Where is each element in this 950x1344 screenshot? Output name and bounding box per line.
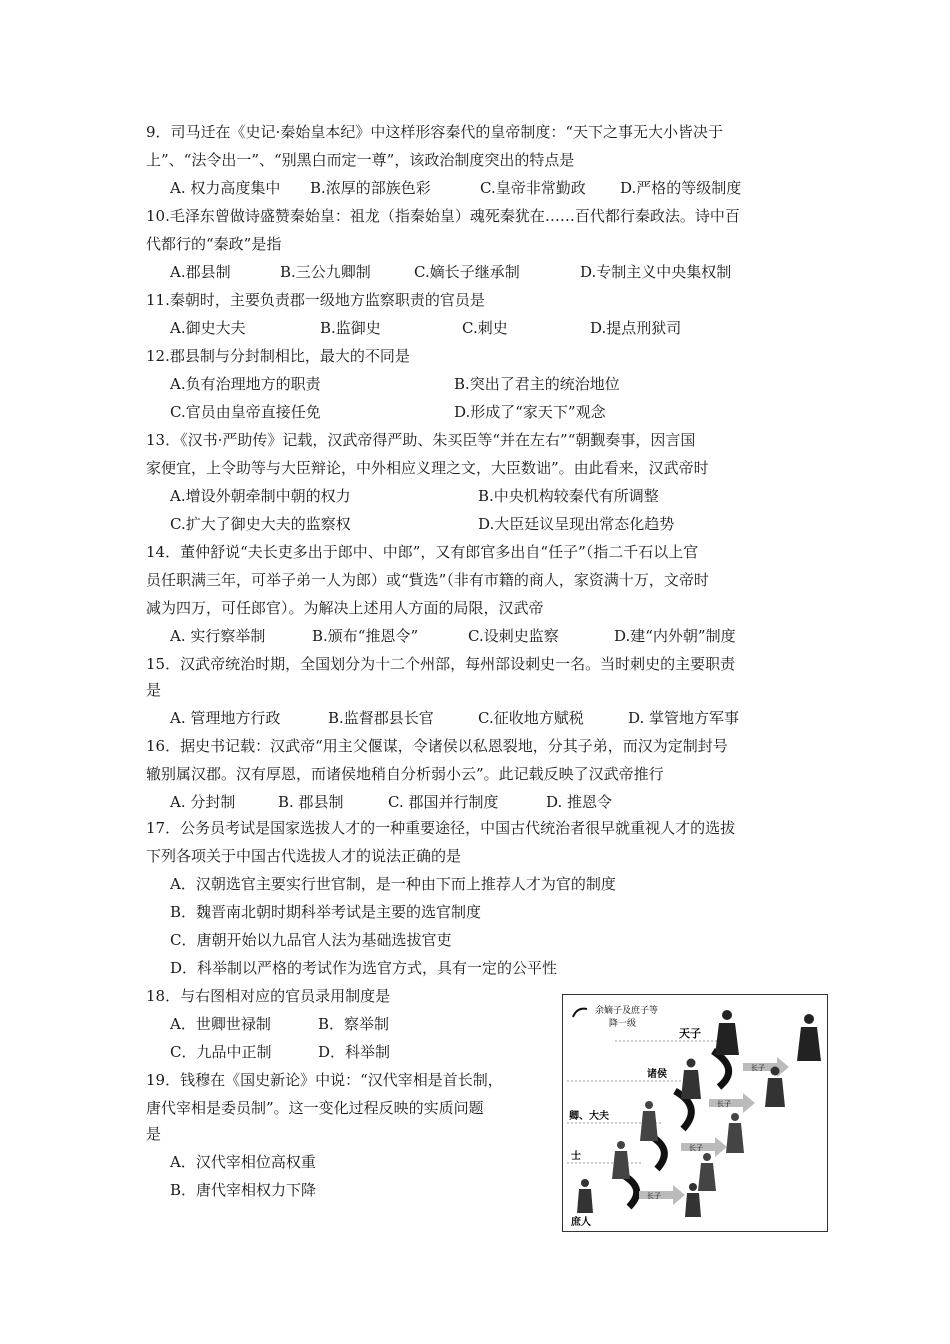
rank-label-shi: 士: [571, 1151, 581, 1162]
q9-stem-line-1: 9．司马迁在《史记·秦始皇本纪》中这样形容秦代的皇帝制度：“天下之事无大小皆决于: [146, 123, 723, 141]
q10-option-a: A.郡县制: [170, 263, 231, 281]
q14-option-d: D.建“内外朝”制度: [614, 627, 736, 645]
q13-stem-line-2: 家便宜，上令助等与大臣辩论，中外相应义理之文，大臣数诎”。由此看来，汉武帝时: [146, 459, 709, 477]
descend-arrow-icon: [623, 1175, 637, 1207]
q16-stem-line-2: 辙别属汉郡。汉有厚恩，而诸侯地稍自分析弱小云”。此记载反映了汉武帝推行: [146, 765, 664, 783]
q13-option-b: B.中央机构较秦代有所调整: [478, 487, 659, 505]
heir-label: 长子: [717, 1100, 731, 1108]
q14-stem-line-3: 减为四万，可任郎官）。为解决上述用人方面的局限，汉武帝: [146, 599, 544, 617]
q13-option-c: C.扩大了御史大夫的监察权: [170, 515, 351, 533]
heir-arrow-icon: [639, 1185, 685, 1205]
heir-arrow-icon: [681, 1137, 727, 1157]
q10-stem-line-1: 10.毛泽东曾做诗盛赞秦始皇：祖龙（指秦始皇）魂死秦犹在……百代都行秦政法。诗中百: [146, 207, 740, 225]
q15-option-b: B.监督郡县长官: [328, 709, 434, 727]
q16-option-a: A. 分封制: [170, 793, 236, 811]
q18-option-c: C．九品中正制: [170, 1043, 272, 1061]
q19-stem-line-3: 是: [146, 1125, 162, 1143]
q17-stem-line-2: 下列各项关于中国古代选拔人才的说法正确的是: [146, 847, 462, 865]
person-icon: [715, 1010, 739, 1055]
q13-stem-line-1: 13．《汉书·严助传》记载，汉武帝得严助、朱买臣等“并在左右”“朝觐奏事，因言国: [146, 431, 696, 449]
heir-arrow-icon: [709, 1093, 755, 1113]
q14-option-a: A. 实行察举制: [170, 627, 266, 645]
q19-option-b: B．唐代宰相权力下降: [170, 1181, 317, 1199]
q17-option-b: B．魏晋南北朝时期科举考试是主要的选官制度: [170, 903, 482, 921]
heir-label: 长子: [647, 1192, 661, 1200]
q15-option-d: D. 掌管地方军事: [628, 709, 740, 727]
q17-stem-line-1: 17．公务员考试是国家选拔人才的一种重要途径，中国古代统治者很早就重视人才的选拔: [146, 819, 736, 837]
legend-arrow-icon: [573, 1009, 587, 1017]
person-icon: [681, 1059, 701, 1100]
q14-stem-line-2: 员任职满三年，可举子弟一人为郎）或“貲选”（非有市籍的商人，家资满十万，文帝时: [146, 571, 709, 589]
rank-label-shuren: 庶人: [571, 1217, 591, 1228]
q19-stem-line-1: 19．钱穆在《国史新论》中说：“汉代宰相是首长制，: [146, 1071, 503, 1089]
legend-line-1: 余嫡子及庶子等: [595, 1006, 659, 1016]
q14-option-c: C.设刺史监察: [468, 627, 559, 645]
q18-stem: 18．与右图相对应的官员录用制度是: [146, 987, 391, 1005]
q12-stem: 12.郡县制与分封制相比，最大的不同是: [146, 347, 410, 365]
q18-option-d: D．科举制: [318, 1043, 391, 1061]
hereditary-rank-diagram: [562, 994, 828, 1232]
q16-stem-line-1: 16．据史书记载：汉武帝“用主父偃谋，令诸侯以私恩裂地，分其子弟，而汉为定制封号: [146, 737, 728, 755]
q10-option-b: B.三公九卿制: [280, 263, 371, 281]
q14-stem-line-1: 14．董仲舒说“夫长吏多出于郎中、中郎”，又有郎官多出自“任子”（指二千石以上官: [146, 543, 699, 561]
person-icon: [797, 1014, 821, 1061]
legend-line-2: 降一级: [609, 1019, 637, 1029]
person-icon: [640, 1101, 658, 1141]
q13-option-d: D.大臣廷议呈现出常态化趋势: [478, 515, 675, 533]
q12-option-c: C.官员由皇帝直接任免: [170, 403, 321, 421]
q11-option-c: C.刺史: [462, 319, 508, 337]
q11-option-b: B.监御史: [320, 319, 381, 337]
q11-option-d: D.提点刑狱司: [590, 319, 682, 337]
q12-option-a: A.负有治理地方的职责: [170, 375, 321, 393]
q16-option-c: C. 郡国并行制度: [388, 793, 499, 811]
person-icon: [577, 1179, 593, 1213]
q15-stem-line-1: 15．汉武帝统治时期，全国划分为十二个州部，每州部设刺史一名。当时刺史的主要职责: [146, 655, 736, 673]
q16-option-b: B. 郡县制: [278, 793, 344, 811]
q10-option-c: C.嫡长子继承制: [414, 263, 520, 281]
heir-arrow-icon: [743, 1057, 789, 1077]
rank-label-qingdafu: 卿、大夫: [569, 1111, 609, 1122]
q19-stem-line-2: 唐代宰相是委员制”。这一变化过程反映的实质问题: [146, 1099, 484, 1117]
q17-option-c: C．唐朝开始以九品官人法为基础选拔官吏: [170, 931, 452, 949]
q9-option-c: C.皇帝非常勤政: [480, 179, 586, 197]
q16-option-d: D. 推恩令: [546, 793, 613, 811]
q15-stem-line-2: 是: [146, 681, 162, 699]
q11-option-a: A.御史大夫: [170, 319, 246, 337]
q19-option-a: A．汉代宰相位高权重: [170, 1153, 316, 1171]
q11-stem: 11.秦朝时，主要负责郡一级地方监察职责的官员是: [146, 291, 485, 309]
q18-option-b: B．察举制: [318, 1015, 390, 1033]
q10-option-d: D.专制主义中央集权制: [580, 263, 732, 281]
heir-label: 长子: [751, 1064, 765, 1072]
q13-option-a: A.增设外朝牵制中朝的权力: [170, 487, 351, 505]
q15-option-a: A. 管理地方行政: [170, 709, 281, 727]
q9-option-d: D.严格的等级制度: [620, 179, 742, 197]
q9-stem-line-2: 上”、“法令出一”、“别黑白而定一尊”，该政治制度突出的特点是: [146, 151, 575, 169]
q17-option-d: D．科举制以严格的考试作为选官方式，具有一定的公平性: [170, 959, 558, 977]
q14-option-b: B.颁布“推恩令”: [312, 627, 419, 645]
q12-option-b: B.突出了君主的统治地位: [454, 375, 620, 393]
person-icon: [612, 1141, 630, 1179]
heir-label: 长子: [689, 1144, 703, 1152]
q9-option-b: B.浓厚的部族色彩: [310, 179, 431, 197]
q18-option-a: A．世卿世禄制: [170, 1015, 271, 1033]
q15-option-c: C.征收地方赋税: [478, 709, 584, 727]
q12-option-d: D.形成了“家天下”观念: [454, 403, 606, 421]
rank-label-zhuhou: 诸侯: [647, 1069, 667, 1080]
q17-option-a: A．汉朝选官主要实行世官制，是一种由下而上推荐人才为官的制度: [170, 875, 616, 893]
rank-label-tianzi: 天子: [679, 1027, 701, 1040]
person-icon: [698, 1153, 716, 1191]
q10-stem-line-2: 代都行的“秦政”是指: [146, 235, 282, 253]
descend-arrow-icon: [713, 1051, 729, 1087]
person-icon: [726, 1113, 744, 1153]
q9-option-a: A. 权力高度集中: [170, 179, 281, 197]
